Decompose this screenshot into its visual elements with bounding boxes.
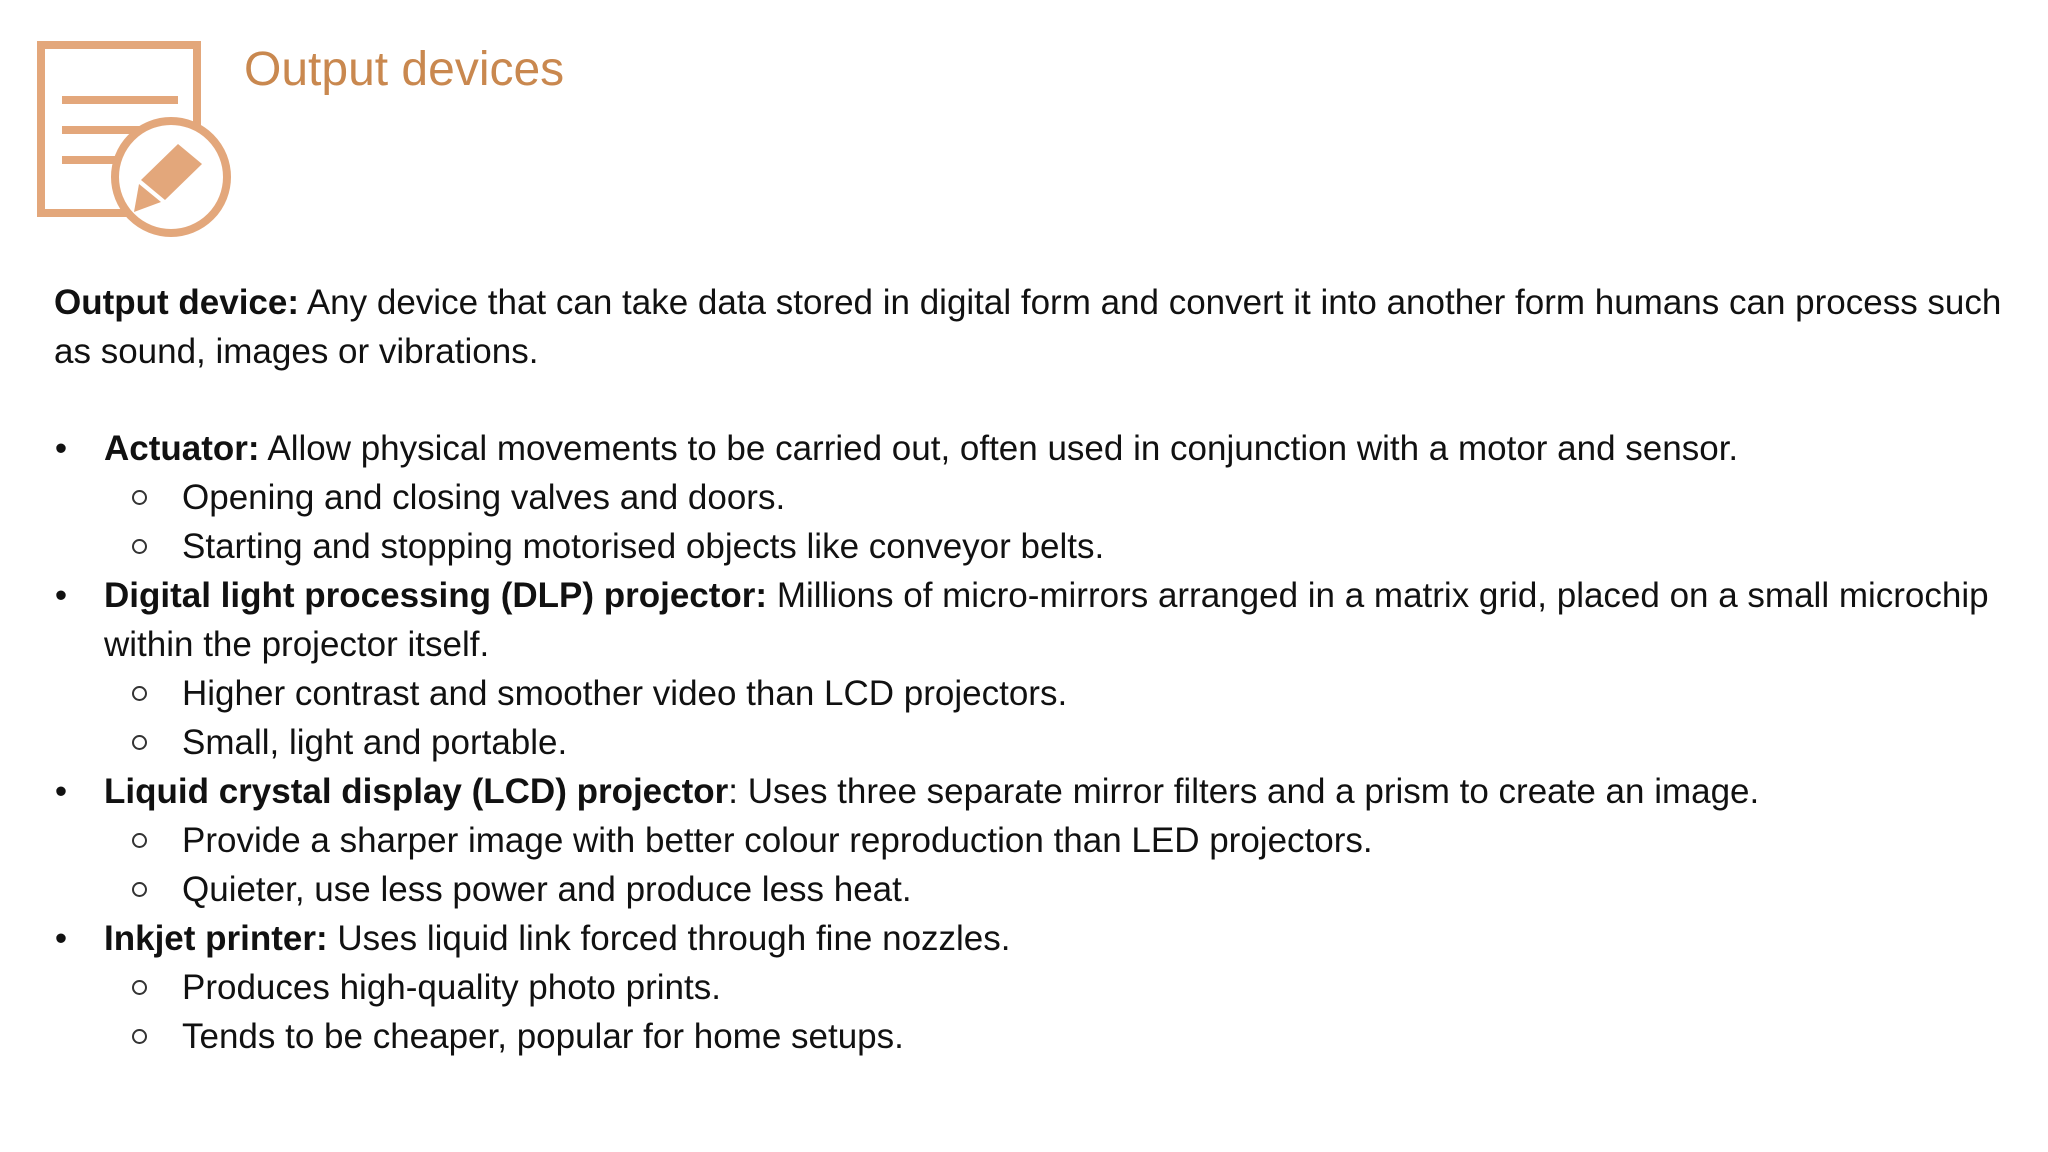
item-text: Allow physical movements to be carried out, often used in conjunction with a motor and sensor. [259, 429, 1739, 468]
item-term: Actuator: [104, 429, 260, 468]
sub-list [104, 473, 2004, 571]
item-text: : Uses three separate mirror filters and a prism to create an image. [728, 772, 1760, 811]
circle-bullet-icon [132, 539, 147, 554]
page-title: Output devices [244, 43, 565, 96]
list-item-actuator [54, 424, 2004, 571]
item-term: Inkjet printer: [104, 919, 328, 958]
definition-paragraph [54, 278, 2004, 376]
bullet-icon: • [54, 919, 68, 958]
item-term: Digital light processing (DLP) projector: [104, 576, 768, 615]
output-device-list [54, 424, 2004, 1061]
sub-item [104, 816, 2004, 865]
sub-item [104, 865, 2004, 914]
circle-bullet-icon [132, 1029, 147, 1044]
definition-text: Any device that can take data stored in digital form and convert it into another form humans can process such as sound, images or vibrations. [54, 283, 2002, 371]
sub-item [104, 522, 2004, 571]
bullet-icon: • [54, 429, 68, 468]
bullet-icon: • [54, 576, 68, 615]
document-edit-icon [36, 40, 236, 246]
list-item-dlp-projector [54, 571, 2004, 767]
sub-item-text: Quieter, use less power and produce less heat. [182, 870, 912, 909]
circle-bullet-icon [132, 833, 147, 848]
sub-item [104, 1012, 2004, 1061]
bullet-icon: • [54, 772, 68, 811]
sub-item-text: Tends to be cheaper, popular for home setups. [182, 1017, 904, 1056]
sub-list [104, 669, 2004, 767]
list-item-lcd-projector [54, 767, 2004, 914]
sub-item-text: Produces high-quality photo prints. [182, 968, 721, 1007]
circle-bullet-icon [132, 735, 147, 750]
list-item-inkjet-printer [54, 914, 2004, 1061]
sub-item [104, 473, 2004, 522]
circle-bullet-icon [132, 490, 147, 505]
sub-item [104, 963, 2004, 1012]
circle-bullet-icon [132, 882, 147, 897]
sub-item-text: Starting and stopping motorised objects like conveyor belts. [182, 527, 1105, 566]
definition-term: Output device: [54, 283, 300, 322]
item-term: Liquid crystal display (LCD) projector [104, 772, 729, 811]
item-text: Uses liquid link forced through fine nozzles. [327, 919, 1011, 958]
sub-list [104, 816, 2004, 914]
sub-item-text: Provide a sharper image with better colour reproduction than LED projectors. [182, 821, 1373, 860]
circle-bullet-icon [132, 686, 147, 701]
sub-list [104, 963, 2004, 1061]
item-text: Millions of micro-mirrors arranged in a matrix grid, placed on a small microchip within the projector itself. [104, 576, 1989, 664]
sub-item-text: Higher contrast and smoother video than LCD projectors. [182, 674, 1068, 713]
sub-item-text: Small, light and portable. [182, 723, 568, 762]
circle-bullet-icon [132, 980, 147, 995]
sub-item [104, 669, 2004, 718]
sub-item-text: Opening and closing valves and doors. [182, 478, 786, 517]
sub-item [104, 718, 2004, 767]
